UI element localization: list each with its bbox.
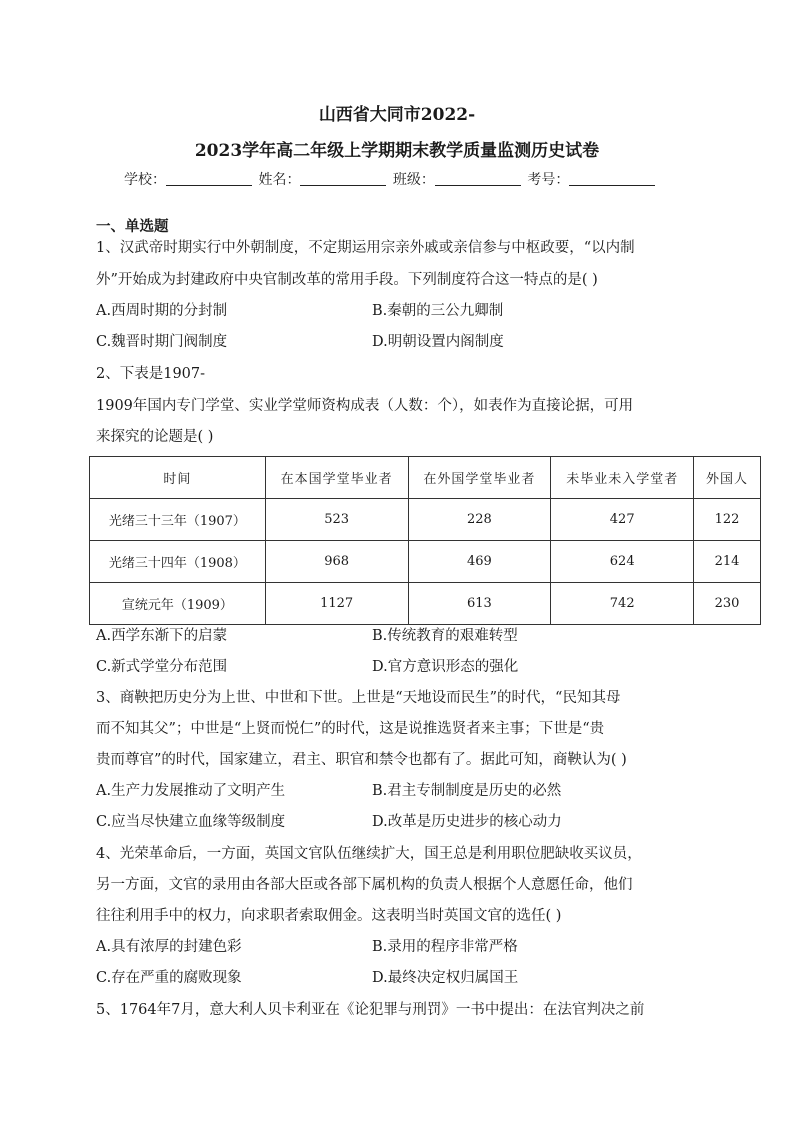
table-cell: 光绪三十四年（1908） [90,541,266,583]
q2-text-line-3: 来探究的论题是( ) [96,429,214,445]
q1-option-c[interactable]: C.魏晋时期门阀制度 [96,334,228,350]
q2-text-line-1: 2、下表是1907- [96,366,206,382]
table-cell: 228 [408,499,551,541]
q3-option-a[interactable]: A.生产力发展推动了文明产生 [96,783,286,799]
teacher-composition-table [89,456,761,625]
q4-text-line-3: 往往利用手中的权力，向求职者索取佣金。这表明当时英国文官的选任( ) [96,908,562,924]
header-no-school: 未毕业未入学堂者 [551,457,694,499]
table-row [90,499,761,541]
q3-text-line-1: 3、商鞅把历史分为上世、中世和下世。上世是“天地设而民生”的时代，“民知其母 [96,690,621,706]
table-cell: 1127 [265,583,408,625]
q3-text-line-2: 而不知其父”；中世是“上贤而悦仁”的时代，这是说推选贤者来主事；下世是“贵 [96,721,605,737]
q3-text-line-3: 贵而尊官”的时代，国家建立，君主、职官和禁令也都有了。据此可知，商鞅认为( ) [96,752,627,768]
table-cell: 214 [694,541,761,583]
name-label: 姓名： [258,172,301,188]
q4-option-d[interactable]: D.最终决定权归属国王 [372,970,519,986]
exam-title-line-2: 2023学年高二年级上学期期末教学质量监测历史试卷 [194,141,600,161]
school-blank[interactable] [166,170,252,186]
q2-text-line-2: 1909年国内专门学堂、实业学堂师资构成表（人数：个），如表作为直接论据，可用 [96,398,634,414]
table-cell: 光绪三十三年（1907） [90,499,266,541]
table-cell: 613 [408,583,551,625]
q1-option-d[interactable]: D.明朝设置内阁制度 [372,334,504,350]
header-foreign-grads: 在外国学堂毕业者 [408,457,551,499]
school-label: 学校： [124,172,166,188]
header-foreigners: 外国人 [694,457,761,499]
q1-option-a[interactable]: A.西周时期的分封制 [96,303,228,319]
table-cell: 968 [265,541,408,583]
header-domestic-grads: 在本国学堂毕业者 [265,457,408,499]
q5-text-line-1: 5、1764年7月，意大利人贝卡利亚在《论犯罪与刑罚》一书中提出：在法官判决之前 [96,1002,645,1018]
section-title: 一、单选题 [96,218,169,235]
q4-option-a[interactable]: A.具有浓厚的封建色彩 [96,939,242,955]
q1-text-line-1: 1、汉武帝时期实行中外朝制度，不定期运用宗亲外戚或亲信参与中枢政要，“以内制 [96,240,635,256]
table-cell: 230 [694,583,761,625]
class-blank[interactable] [435,170,521,186]
table-cell: 宣统元年（1909） [90,583,266,625]
q3-option-b[interactable]: B.君主专制制度是历史的必然 [372,783,562,799]
q2-option-c[interactable]: C.新式学堂分布范围 [96,659,228,675]
name-blank[interactable] [300,170,386,186]
header-time: 时间 [90,457,266,499]
q1-text-line-2: 外”开始成为封建政府中央官制改革的常用手段。下列制度符合这一特点的是( ) [96,272,598,288]
table-cell: 122 [694,499,761,541]
q2-option-b[interactable]: B.传统教育的艰难转型 [372,628,518,644]
exam-title-line-1: 山西省大同市2022- [318,105,476,125]
q4-text-line-2: 另一方面，文官的录用由各部大臣或各部下属机构的负责人根据个人意愿任命，他们 [96,877,633,893]
table-cell: 427 [551,499,694,541]
q2-option-d[interactable]: D.官方意识形态的强化 [372,659,519,675]
table-row [90,583,761,625]
q3-option-c[interactable]: C.应当尽快建立血缘等级制度 [96,814,286,830]
q1-option-b[interactable]: B.秦朝的三公九卿制 [372,303,504,319]
q4-option-b[interactable]: B.录用的程序非常严格 [372,939,518,955]
class-label: 班级： [392,172,435,188]
table-cell: 469 [408,541,551,583]
q4-option-c[interactable]: C.存在严重的腐败现象 [96,970,242,986]
table-cell: 742 [551,583,694,625]
q4-text-line-1: 4、光荣革命后，一方面，英国文官队伍继续扩大，国王总是利用职位肥缺收买议员， [96,846,642,862]
exam-number-label: 考号： [527,172,570,188]
table-header-row [90,457,761,499]
exam-number-blank[interactable] [569,170,655,186]
student-info-row [124,170,657,190]
table-cell: 624 [551,541,694,583]
q2-option-a[interactable]: A.西学东渐下的启蒙 [96,628,228,644]
table-cell: 523 [265,499,408,541]
q3-option-d[interactable]: D.改革是历史进步的核心动力 [372,814,562,830]
table-row [90,541,761,583]
